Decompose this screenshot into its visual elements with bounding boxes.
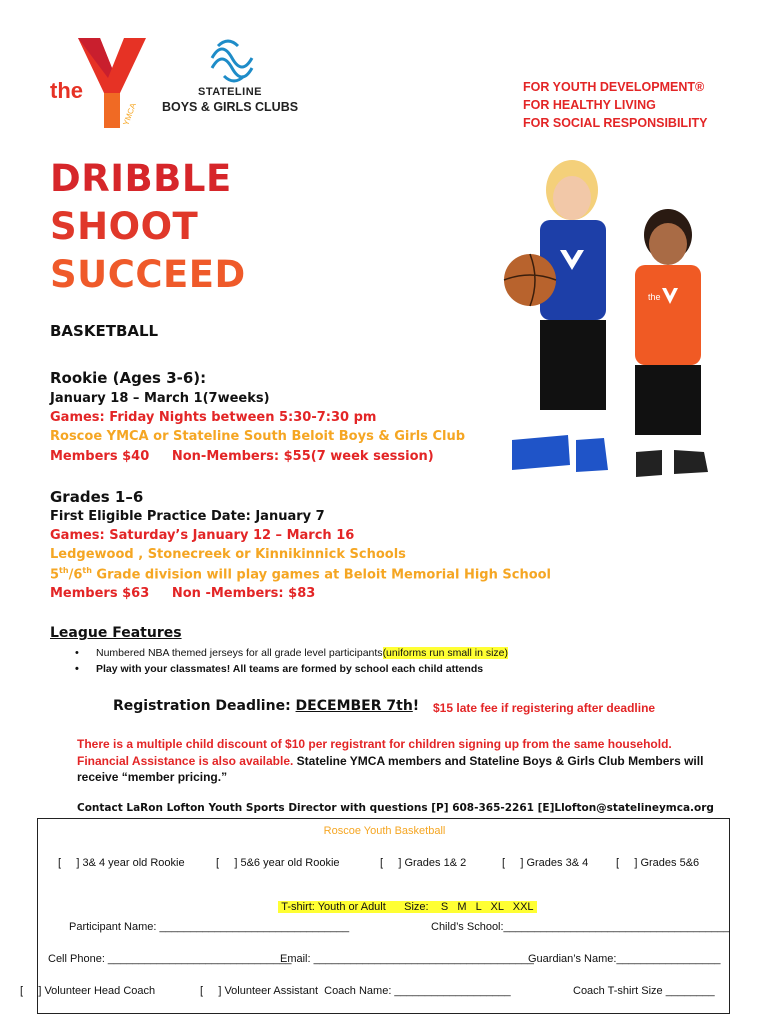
ymca-small-text: YMCA <box>121 101 138 127</box>
tshirt-size[interactable]: T-shirt: Youth or Adult Size: S M L XL XXL <box>278 901 536 913</box>
ymca-the-text: the <box>50 78 83 103</box>
league-features-list <box>72 645 508 677</box>
deadline-date: DECEMBER 7th <box>295 698 413 714</box>
cell-phone-field[interactable]: Cell Phone: ______________________________ <box>48 953 292 965</box>
mission-line-3: FOR SOCIAL RESPONSIBILITY <box>523 116 708 130</box>
rookie-location: Roscoe YMCA or Stateline South Beloit Boys & Girls Club <box>50 429 466 444</box>
bullet1-text: Numbered NBA themed jerseys for all grade level participants <box>96 647 383 659</box>
division-sup1: th <box>59 566 69 575</box>
grades-division <box>50 566 551 582</box>
deadline-bang: ! <box>412 698 420 714</box>
headline-shoot: SHOOT <box>50 205 199 248</box>
deadline-label: Registration Deadline: <box>113 698 296 714</box>
svg-text:the: the <box>648 292 661 302</box>
discount-red: There is a multiple child discount of $10 per registrant for children signing up from the same household. Financial Assistance is also available. <box>77 737 672 768</box>
rookie-dates: January 18 – March 1(7weeks) <box>50 391 270 406</box>
late-fee: $15 late fee if registering after deadline <box>433 701 656 715</box>
rookie-price: Members $40 Non-Members: $55(7 week session) <box>50 449 434 464</box>
ymca-logo <box>50 38 160 128</box>
form-title: Roscoe Youth Basketball <box>323 825 446 837</box>
headline <box>50 155 246 299</box>
bullet2-text: Play with your classmates! All teams are formed by school each child attends <box>96 663 484 675</box>
participant-name-field[interactable]: Participant Name: _______________________________ <box>69 921 350 933</box>
email-field[interactable]: Email: ____________________________________ <box>280 953 534 965</box>
coach-tshirt-size-field[interactable]: Coach T-shirt Size ________ <box>573 985 715 997</box>
headline-dribble: DRIBBLE <box>50 157 232 200</box>
discount-note <box>77 736 717 786</box>
kids-photo <box>490 150 740 485</box>
division-rest: Grade division will play games at Beloit Memorial High School <box>91 567 552 583</box>
league-features-title: League Features <box>50 625 182 641</box>
division-sup2: th <box>82 566 92 575</box>
option-rookie-34[interactable]: [ ] 3& 4 year old Rookie <box>58 857 185 869</box>
division-prefix: 5 <box>50 567 60 583</box>
rookie-games: Games: Friday Nights between 5:30-7:30 pm <box>50 410 377 425</box>
childs-school-field[interactable]: Child’s School:_____________________________________ <box>431 921 730 933</box>
discount-black: Stateline YMCA members and Stateline Boys & Girls Club Members will receive “member pricing.” <box>77 753 704 784</box>
mission-line-1: FOR YOUTH DEVELOPMENT® <box>523 80 705 94</box>
registration-deadline <box>113 698 419 714</box>
grades-schools: Ledgewood , Stonecreek or Kinnikinnick Schools <box>50 547 406 562</box>
guardian-name-field[interactable]: Guardian’s Name:_________________ <box>528 953 721 965</box>
sport-title: BASKETBALL <box>50 322 159 340</box>
list-item <box>72 661 508 677</box>
contact-info: Contact LaRon Lofton Youth Sports Director with questions [P] 608-365-2261 [E]Llofton@statelineymca.org <box>77 802 714 814</box>
registration-form <box>20 818 730 1014</box>
list-item <box>72 645 508 661</box>
volunteer-assistant-coach-field[interactable]: [ ] Volunteer Assistant Coach Name: ___________________ <box>200 985 511 997</box>
bgc-line1: STATELINE <box>198 86 262 98</box>
mission-line-2: FOR HEALTHY LIVING <box>523 98 656 112</box>
grades-title: Grades 1–6 <box>50 488 144 506</box>
bgc-line2: BOYS & GIRLS CLUBS <box>161 100 299 114</box>
tshirt-row <box>266 889 537 925</box>
division-mid: /6 <box>68 567 83 583</box>
option-rookie-56[interactable]: [ ] 5&6 year old Rookie <box>216 857 340 869</box>
headline-succeed: SUCCEED <box>50 253 246 296</box>
bullet1-highlight: (uniforms run small in size) <box>382 647 509 659</box>
bgc-logo <box>160 34 300 120</box>
option-grades-34[interactable]: [ ] Grades 3& 4 <box>502 857 589 869</box>
option-grades-12[interactable]: [ ] Grades 1& 2 <box>380 857 467 869</box>
rookie-title: Rookie (Ages 3-6): <box>50 369 207 387</box>
option-grades-56[interactable]: [ ] Grades 5&6 <box>616 857 700 869</box>
grades-games: Games: Saturday’s January 12 – March 16 <box>50 528 355 543</box>
mission-statements <box>523 78 708 132</box>
grades-price: Members $63 Non -Members: $83 <box>50 586 316 601</box>
volunteer-head-coach-option[interactable]: [ ] Volunteer Head Coach <box>20 985 156 997</box>
grades-practice: First Eligible Practice Date: January 7 <box>50 509 325 524</box>
